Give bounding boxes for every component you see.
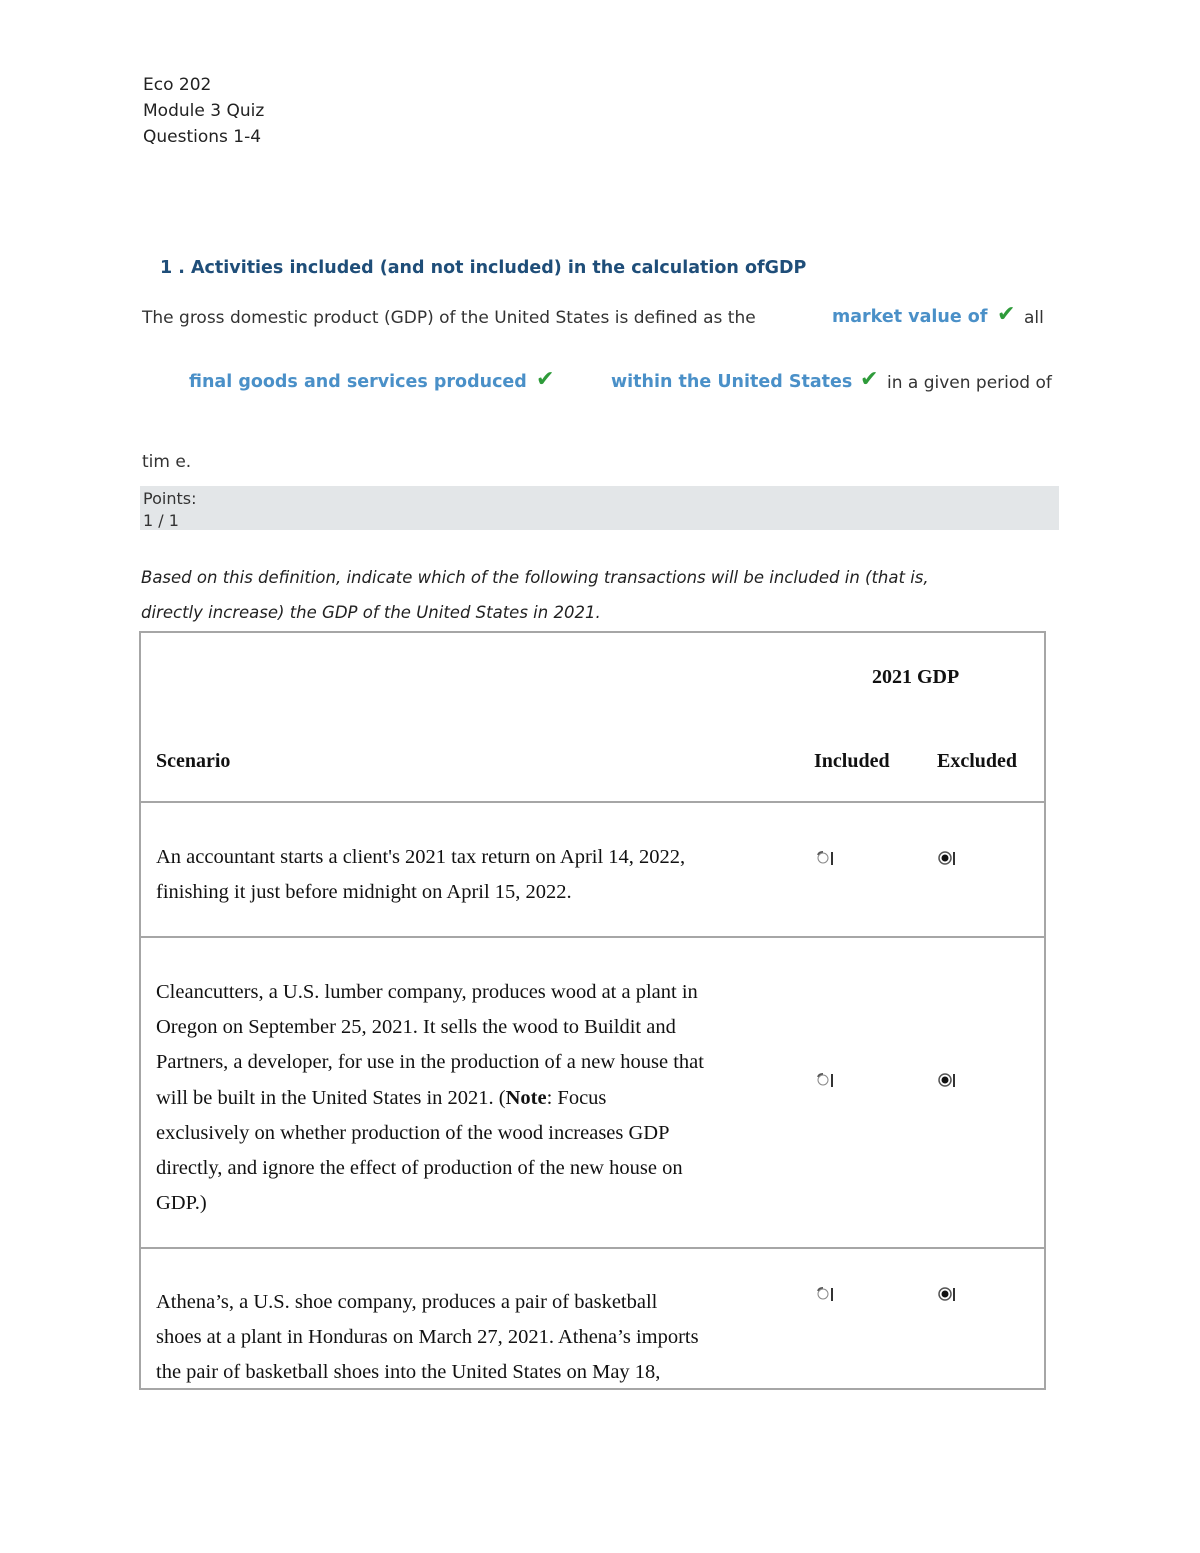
scenario-line: directly, and ignore the effect of production of the new house on xyxy=(156,1157,683,1180)
radio-excluded-3[interactable] xyxy=(937,1285,959,1303)
check-icon: ✔ xyxy=(536,367,555,392)
radio-included-3[interactable] xyxy=(815,1285,837,1303)
radio-excluded-1[interactable] xyxy=(937,849,959,867)
scenario-text-part: will be built in the United States in 2021. ( xyxy=(156,1086,506,1109)
points-box xyxy=(140,486,1059,530)
scenario-line: finishing it just before midnight on April 15, 2022. xyxy=(156,881,572,904)
row-divider xyxy=(141,1247,1044,1249)
scenario-line xyxy=(156,1081,796,1116)
check-icon: ✔ xyxy=(997,302,1016,327)
scenario-line: shoes at a plant in Honduras on March 27, 2021. Athena’s imports xyxy=(156,1326,699,1349)
header-included: Included xyxy=(814,750,890,772)
check-icon: ✔ xyxy=(860,367,879,392)
scenario-line: the pair of basketball shoes into the United States on May 18, xyxy=(156,1361,661,1384)
instruction xyxy=(141,560,1041,630)
scenario-text-3 xyxy=(156,1285,796,1390)
scenario-line: exclusively on whether production of the wood increases GDP xyxy=(156,1121,670,1144)
course-name: Eco 202 xyxy=(143,75,212,95)
scenario-line: Oregon on September 25, 2021. It sells the wood to Buildit and xyxy=(156,1016,676,1039)
definition-text-2: all xyxy=(1024,308,1044,328)
radio-excluded-2[interactable] xyxy=(937,1071,959,1089)
instruction-line: directly increase) the GDP of the United States in 2021. xyxy=(141,603,601,622)
scenario-text-1 xyxy=(156,840,796,910)
scenario-line: Athena’s, a U.S. shoe company, produces a pair of basketball xyxy=(156,1291,658,1313)
question-title: 1 . Activities included (and not included) in the calculation ofGDP xyxy=(160,258,807,278)
definition-text-3: in a given period of xyxy=(887,373,1052,393)
instruction-line: Based on this definition, indicate which of the following transactions will be included in (that is, xyxy=(141,568,929,587)
header-scenario: Scenario xyxy=(156,750,231,772)
answer-market-value[interactable]: market value of xyxy=(832,307,988,327)
scenario-line: Partners, a developer, for use in the production of a new house that xyxy=(156,1051,704,1074)
quiz-name: Module 3 Quiz xyxy=(143,101,265,121)
scenario-text-part: : Focus xyxy=(546,1086,607,1109)
header-excluded: Excluded xyxy=(937,750,1018,772)
points-value: 1 / 1 xyxy=(143,511,179,530)
definition-text-1: The gross domestic product (GDP) of the United States is defined as the xyxy=(142,308,756,328)
header-2021-gdp: 2021 GDP xyxy=(872,666,960,688)
definition-text-4: tim e. xyxy=(142,452,192,472)
points-label: Points: xyxy=(143,489,197,508)
questions-range: Questions 1-4 xyxy=(143,127,262,147)
gdp-table xyxy=(139,631,1046,1390)
answer-within-us[interactable]: within the United States xyxy=(611,372,853,392)
row-divider xyxy=(141,936,1044,938)
scenario-text-2 xyxy=(156,975,796,1221)
note-label: Note xyxy=(505,1086,547,1109)
answer-final-goods[interactable]: final goods and services produced xyxy=(189,372,527,392)
scenario-line: GDP.) xyxy=(156,1192,207,1215)
row-divider xyxy=(141,801,1044,803)
radio-included-1[interactable] xyxy=(815,849,837,867)
radio-included-2[interactable] xyxy=(815,1071,837,1089)
scenario-line: Cleancutters, a U.S. lumber company, produces wood at a plant in xyxy=(156,981,698,1003)
scenario-line: An accountant starts a client's 2021 tax return on April 14, 2022, xyxy=(156,846,686,868)
